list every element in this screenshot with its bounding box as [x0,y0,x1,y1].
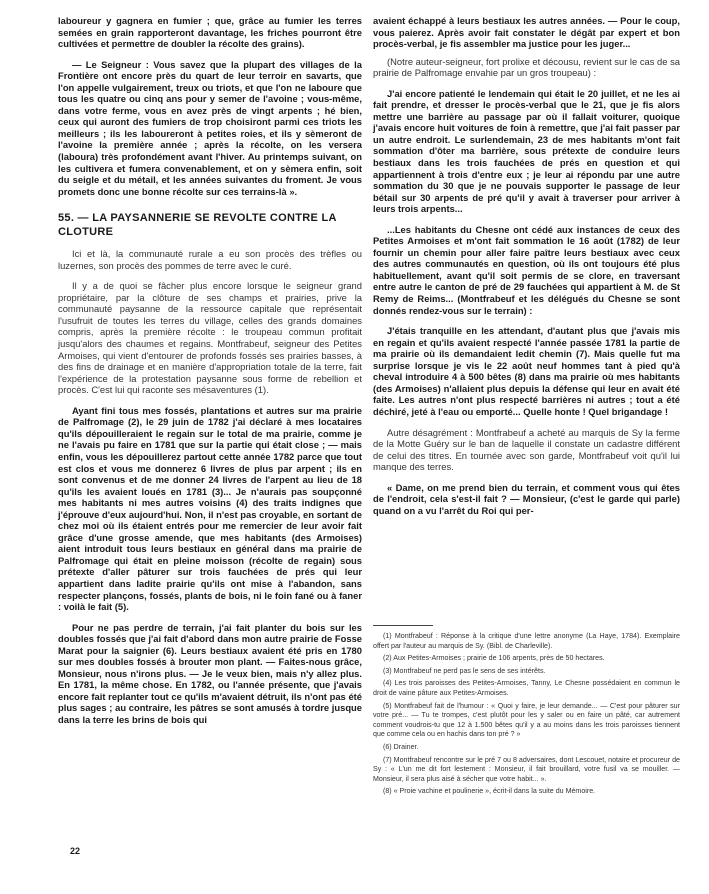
paragraph: J'ai encore patienté le lendemain qui était le 20 juillet, et ne les ai fait prendre, et dresser le procès-verbal que le 21, que je fis alors mettre une barrière au passage par où il fallait voiturer, quoique j'avais encore huit voitures de foin à remettre, que j'ai fait passer par un autre endroit. Le surlendemain, 23 de mes habitants m'ont fait sommation d'ôter ma barrière, sous prétexte de conduire leurs bestiaux dans les trois fauchées de prés en question et qui appartiennent à trois d'entre eux ; je leur ai répondu par une autre sommation du 30 que je ne pouvais supporter le passage de leur bétail sur 30 arpents de pré qu'il y avait à traverser pour arriver à leurs trois arpents... [373,87,680,215]
paragraph: avaient échappé à leurs bestiaux les autres années. — Pour le coup, vous paierez. Après avoir fait constater le dégât par expert et bon procès-verbal, je fis assembler ma justice pour les juger... [373,15,680,50]
footnote: (6) Drainer. [383,742,419,751]
left-column [58,15,362,726]
paragraph: laboureur y gagnera en fumier ; que, grâce au fumier les terres semées en grain rapporteront davantage, les friches pourront être cultivées et permettre de doubler la récolte des grains). [58,15,362,50]
footnotes [373,625,680,800]
paragraph: Pour ne pas perdre de terrain, j'ai fait planter du bois sur les doubles fossés que j'ai fait d'abord dans mon autre prairie de Fosse Marat pour la saignier (6). Leurs bestiaux avaient été pris en 1780 sur mes doubles fossés à brouter mon plant. — Faites-nous grâce, Monsieur, nous n'irons plus. — Je le veux bien, mais n'y allez plus. En 1781, la même chose. En 1782, ou l'année présente, que j'avais encore fait replanter tout ce qu'ils m'avaient détruit, ils n'ont pas été plus sages ; au contraire, les pâtres se sont amusés à tordre jusque dans la terre les brins de bois qui [58,621,362,725]
paragraph: Ici et là, la communauté rurale a eu son procès des trèfles ou luzernes, son procès des pommes de terre avec le curé. [58,248,362,271]
paragraph: Il y a de quoi se fâcher plus encore lorsque le seigneur grand propriétaire, par la clôture de ses champs et prairies, prive la communauté paysanne de la ressource capitale que représentait l'usufruit de toutes les terres du village, celles des grands domaines compris, après la première récolte : le troupeau commun profitait jusqu'alors des chaumes et regains. Montfrabeuf, seigneur des Petites Armoises, qui vient d'entourer de profonds fossés ses prairies basses, à des fins de drainage et en manière d'appropriation totale de la terre, fait l'expérience de la protestation paysanne sous forme de rebellion et procès. C'est lui qui raconte ses mésaventures (1). [58,280,362,396]
footnote: (2) Aux Petites-Armoises ; prairie de 106 arpents, près de 50 hectares. [383,654,605,663]
section-heading: 55. — LA PAYSANNERIE SE REVOLTE CONTRE LA CLOTURE [58,212,337,239]
paragraph: (Notre auteur-seigneur, fort prolixe et décousu, revient sur le cas de sa prairie de Palfromage envahie par un gros troupeau) : [373,55,680,79]
footnote: (8) « Proie vachine et poulinerie », écrit-il dans la suite du Mémoire. [383,787,596,796]
paragraph: « Dame, on me prend bien du terrain, et comment vous qui êtes de l'endroit, cela s'est-il fait ? — Monsieur, (c'est le garde qui parle) quand on a vu l'arrêt du Roi qui per- [373,481,680,516]
paragraph: J'étais tranquille en les attendant, d'autant plus que j'avais mis en regain et qu'ils avaient respecté l'année passée 1781 la partie de ma prairie où ils demandaient ledit chemin (7). Mais quelle fut ma surprise lorsque je vis le 22 août neuf hommes tant à pied qu'à cheval introduire 4 à 500 bêtes (8) dans ma prairie où mes habitants (des Armoises) n'allaient plus depuis la défense qui leur en avait été faite. Les autres n'ont plus respecté barrières ni autres ; tout a été déchiré, jeté à l'eau ou emporté... Quelle honte ! Quel brigandage ! [373,325,680,417]
footnote: (3) Montfrabeuf ne perd pas le sens de ses intérêts. [383,666,546,675]
right-column [373,15,680,516]
footnote-divider [373,625,433,626]
footnote: (4) Les trois paroisses des Petites-Armoises, Tanny, Le Chesne possédaient en commun le droit de vaine pâture aux Petites-Armoises. [373,679,680,697]
footnote: (7) Montfrabeuf rencontre sur le pré 7 ou 8 adversaires, dont Lescouet, notaire et procureur de Sy : « L'un me dit fort lestement : Monsieur, il fait brouillard, votre fusil va se mouiller. — Monsieur, il sera plus aisé à sécher que votre habit... ». [373,755,680,783]
footnote: (5) Montfrabeuf fait de l'humour : « Quoi y faire, je leur demande... — C'est pour pâturer sur votre pré... — Tu te trompes, c'est plutôt pour les y saler ou en faire un pâté, car autrement comment voudrois-tu que 12 à 1.500 bêtes qu'il y a au moins dans les trois paroisses tiennent que comme cela ou en hachis dans ton pré ? » [373,701,680,739]
footnote: (1) Montfrabeuf : Réponse à la critique d'une lettre anonyme (La Haye, 1784). Exemplaire offert par l'auteur au marquis de Sy. (Bibl. de Charleville). [373,632,680,650]
paragraph: ...Les habitants du Chesne ont cédé aux instances de ceux des Petites Armoises et m'ont fait sommation le 16 août (1782) de leur fournir un chemin pour aller faire paître leurs bestiaux avec ceux des autres communautés en question, où ils ont toujours été plus habituellement, avant qu'il soit permis de se clore, en traversant entre autre le canton de pré de 29 fauchées qui appartient à M. de St Remy de Reims... (Montfrabeuf et les délégués du Chesne se sont donnés rendez-vous sur le terrain) : [373,223,680,316]
paragraph: — Le Seigneur : Vous savez que la plupart des villages de la Frontière ont encore près du quart de leur terroir en savarts, que l'on appelle vulgairement, treux ou triots, et que l'on ne laboure que tous les quatre ou cinq ans pour y semer de l'avoine ; vous-même, dans votre ferme, vous en avez près de vingt arpents ; hé bien, ceux qui auront des fumiers de trop choisiront parmi ces triots les meilleurs ; ils les laboureront à petites roies, et ils y sèmeront de l'avoine la première année ; après la récolte, on les versera (laboura) très profondément avant l'hiver. Au printemps suivant, on les cultivera et fumera convenablement, et on y sèmera enfin, soit du seigle et du métail, et les années suivantes du froment. Je vous promets donc une bonne récolte sur ces terrains-là ». [58,58,362,197]
paragraph: Autre désagrément : Montfrabeuf a acheté au marquis de Sy la ferme de la Motte Guéry sur le ban de laquelle il constate un cadastre différent de celui des titres. En tournée avec son garde, Montfrabeuf voit qu'il lui manque des terres. [373,426,680,473]
paragraph: Ayant fini tous mes fossés, plantations et autres sur ma prairie de Palfromage (2), le 29 juin de 1782 j'ai déclaré à mes locataires qu'ils dépouilleraient le regain sur le total de ma prairie, comme je ne l'avais pu faire en 1781 que sur la partie qui était close ; — mais enfin, vous les dépouillerez partout cette année 1782 parce que tout est clos et vous me donnerez 6 livres de plus par arpent ; ils en sont convenus et de me donner 24 livres de l'arpent au lieu de 18 qu'ils les avaient loués en 1781 (3)... Je n'aurais pas soupçonné mes habitants ni mes autres voisins (4) des traits indignes que j'éprouve d'eux aujourd'hui. Non, il n'est pas croyable, en sortant de chez moi où ils étaient entrés pour me remercier de leur avoir fait grâce d'une grosse amende, que mes habitants (des Armoises) aient introduit tous leurs bestiaux en général dans ma prairie de Palfromage qui était en pleine moisson (récolte de regain) sous prétexte d'aller pâturer sur trois fauchées de prés qui leur appartient dans ladite prairie qu'ils ont mise à l'abandon, sans respecter plançons, fossés, plants de bois, ni le foin fané ou à faner : voilà le fait (5). [58,404,362,613]
page-number: 22 [70,846,81,856]
